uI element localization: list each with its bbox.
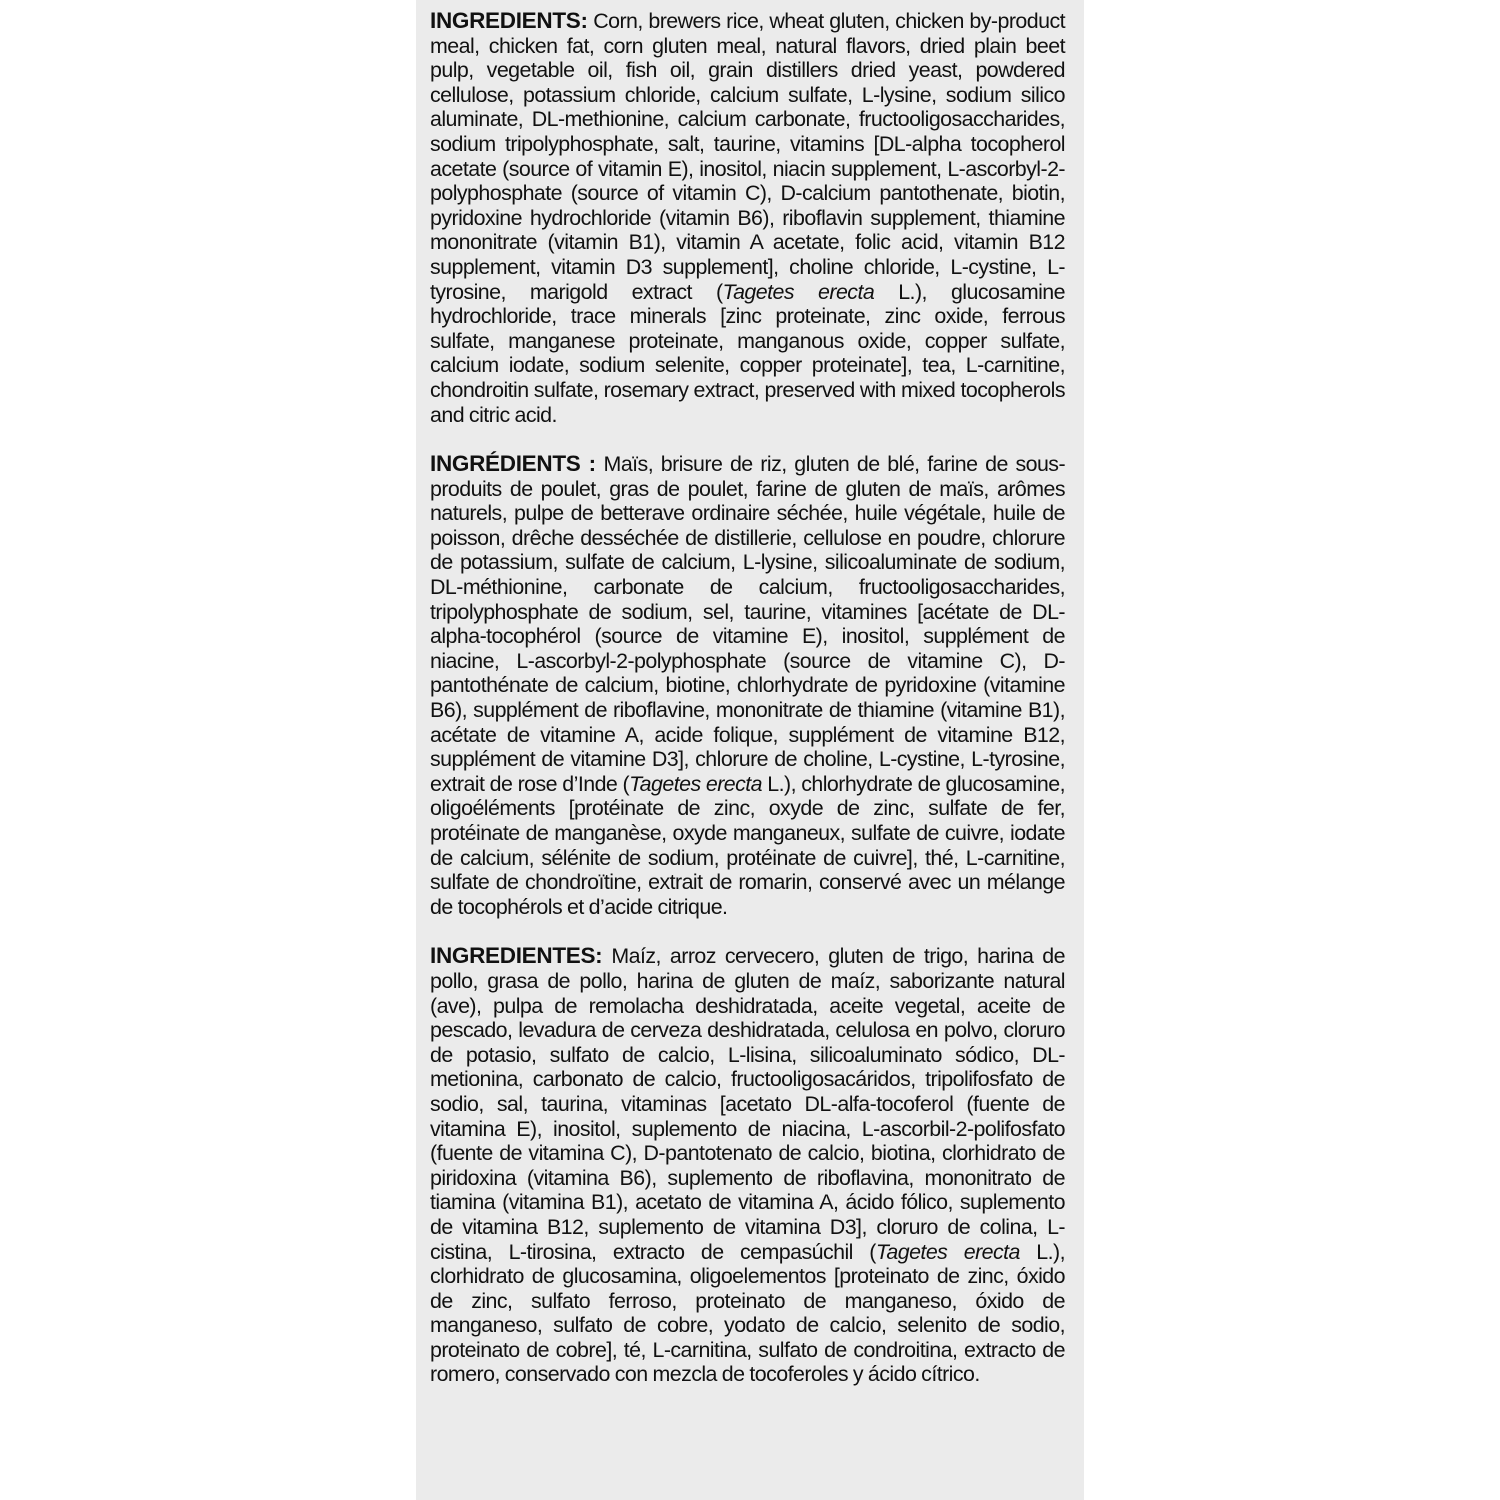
ingredients-botanical-name-french: Tagetes erecta: [629, 771, 762, 796]
ingredients-text-spanish-part2: L.), clorhidrato de glucosamina, oligoelementos [proteinato de zinc, óxido de zinc, sulfato ferroso, proteinato de manganeso, óxido de manganeso, sulfato de cobre, yodato de calcio, selenito de sodio, proteinato de cobre], té, L-carnitina, sulfato de condroitina, extracto de romero, conservado con mezcla de tocoferoles y ácido cítrico.: [430, 1239, 1065, 1387]
ingredients-text-english-part2: L.), glucosamine hydrochloride, trace minerals [zinc proteinate, zinc oxide, ferrous sulfate, manganese proteinate, manganous oxide, copper sulfate, calcium iodate, sodium selenite, copper proteinate], tea, L-carnitine, chondroitin sulfate, rosemary extract, preserved with mixed tocopherols and citric acid.: [430, 279, 1065, 427]
ingredients-botanical-name-spanish: Tagetes erecta: [875, 1239, 1020, 1264]
ingredients-text-french-part1: Maïs, brisure de riz, gluten de blé, farine de sous-produits de poulet, gras de poulet, farine de gluten de maïs, arômes naturels, pulpe de betterave ordinaire séchée, huile végétale, huile de poisson, drêche desséchée de distillerie, cellulose en poudre, chlorure de potassium, sulfate de calcium, L-lysine, silicoaluminate de sodium, DL-méthionine, carbonate de calcium, fructooligosaccharides, tripolyphosphate de sodium, sel, taurine, vitamines [acétate de DL-alpha-tocophérol (source de vitamine E), inositol, supplément de niacine, L-ascorbyl-2-polyphosphate (source de vitamine C), D-pantothénate de calcium, biotine, chlorhydrate de pyridoxine (vitamine B6), supplément de riboflavine, mononitrate de thiamine (vitamine B1), acétate de vitamine A, acide folique, supplément de vitamine B12, supplément de vitamine D3], chlorure de choline, L-cystine, L-tyrosine, extrait de rose d’Inde (: [430, 452, 1066, 796]
ingredients-french: [430, 452, 1065, 919]
ingredients-heading-spanish: INGREDIENTES:: [430, 943, 603, 969]
ingredients-heading-french: INGRÉDIENTS :: [430, 451, 596, 477]
ingredients-english: [430, 9, 1065, 427]
ingredients-spanish: [430, 944, 1065, 1387]
ingredients-text-french-part2: L.), chlorhydrate de glucosamine, oligoéléments [protéinate de zinc, oxyde de zinc, sulfate de fer, protéinate de manganèse, oxyde manganeux, sulfate de cuivre, iodate de calcium, sélénite de sodium, protéinate de cuivre], thé, L-carnitine, sulfate de chondroïtine, extrait de romarin, conservé avec un mélange de tocophérols et d’acide citrique.: [430, 771, 1065, 919]
ingredients-text-spanish-part1: Maíz, arroz cervecero, gluten de trigo, harina de pollo, grasa de pollo, harina de gluten de maíz, saborizante natural (ave), pulpa de remolacha deshidratada, aceite vegetal, aceite de pescado, levadura de cerveza deshidratada, celulosa en polvo, cloruro de potasio, sulfato de calcio, L-lisina, silicoaluminato sódico, DL-metionina, carbonato de calcio, fructooligosacáridos, tripolifosfato de sodio, sal, taurina, vitaminas [acetato DL-alfa-tocoferol (fuente de vitamina E), inositol, suplemento de niacina, L-ascorbil-2-polifosfato (fuente de vitamina C), D-pantotenato de calcio, biotina, clorhidrato de piridoxina (vitamina B6), suplemento de riboflavina, mononitrato de tiamina (vitamina B1), acetato de vitamina A, ácido fólico, suplemento de vitamina B12, suplemento de vitamina D3], cloruro de colina, L-cistina, L-tirosina, extracto de cempasúchil (: [430, 944, 1065, 1264]
ingredients-label-panel: [416, 0, 1084, 1500]
ingredients-text-english-part1: Corn, brewers rice, wheat gluten, chicken by-product meal, chicken fat, corn gluten meal, natural flavors, dried plain beet pulp, vegetable oil, fish oil, grain distillers dried yeast, powdered cellulose, potassium chloride, calcium sulfate, L-lysine, sodium silico aluminate, DL-methionine, calcium carbonate, fructooligosaccharides, sodium tripolyphosphate, salt, taurine, vitamins [DL-alpha tocopherol acetate (source of vitamin E), inositol, niacin supplement, L-ascorbyl-2-polyphosphate (source of vitamin C), D-calcium pantothenate, biotin, pyridoxine hydrochloride (vitamin B6), riboflavin supplement, thiamine mononitrate (vitamin B1), vitamin A acetate, folic acid, vitamin B12 supplement, vitamin D3 supplement], choline chloride, L-cystine, L-tyrosine, marigold extract (: [430, 9, 1065, 304]
ingredients-heading-english: INGREDIENTS:: [430, 8, 588, 33]
ingredients-botanical-name-english: Tagetes erecta: [722, 279, 875, 304]
